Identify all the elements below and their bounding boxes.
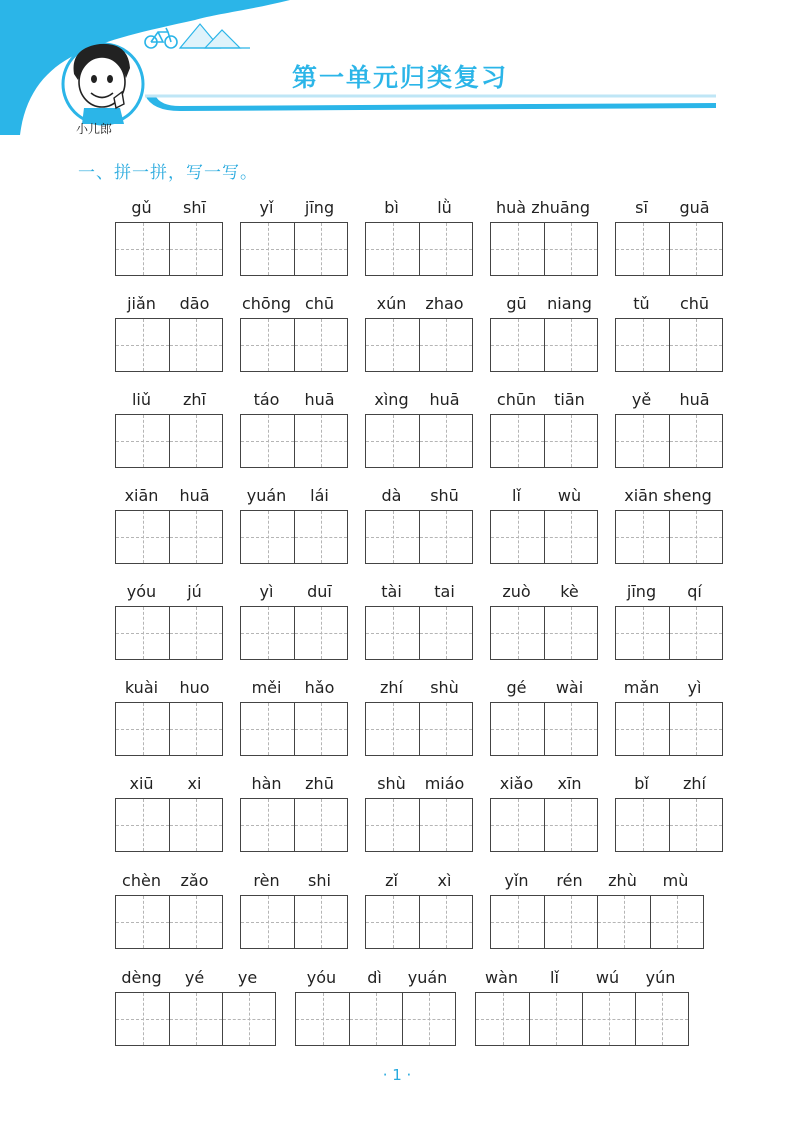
writing-cell[interactable] — [650, 896, 703, 948]
tianzige-box-group[interactable] — [240, 414, 348, 468]
writing-cell[interactable] — [294, 896, 347, 948]
pinyin-syllable: zhū — [305, 774, 334, 793]
pinyin-syllable: qí — [687, 582, 702, 601]
pinyin-syllable: chūn — [496, 390, 537, 409]
pinyin-syllable: huo — [179, 678, 210, 697]
writing-cell[interactable] — [366, 511, 419, 563]
writing-cell[interactable] — [116, 415, 169, 467]
writing-cell[interactable] — [544, 511, 597, 563]
writing-cell[interactable] — [669, 799, 722, 851]
pinyin-syllable: miáo — [424, 774, 465, 793]
pinyin-syllable: jīng — [626, 582, 657, 601]
pinyin-syllable: shi — [308, 871, 331, 890]
page-title: 第一单元归类复习 — [291, 63, 508, 92]
pinyin-syllable: huā — [429, 390, 460, 409]
pinyin-syllable: gé — [506, 678, 527, 697]
tianzige-box-group[interactable] — [365, 606, 473, 660]
writing-cell[interactable] — [635, 993, 688, 1045]
writing-cell[interactable] — [366, 415, 419, 467]
tianzige-box-group[interactable] — [615, 318, 723, 372]
pinyin-syllable: dì — [367, 968, 382, 987]
pinyin-syllable: jīng — [304, 198, 335, 217]
writing-cell[interactable] — [296, 993, 349, 1045]
tianzige-box-group[interactable] — [615, 798, 723, 852]
pinyin-syllable: huā — [179, 486, 210, 505]
pinyin-syllable: gǔ — [131, 198, 152, 217]
tianzige-box-group[interactable] — [240, 510, 348, 564]
writing-cell[interactable] — [419, 511, 472, 563]
tianzige-box-group[interactable] — [295, 992, 456, 1046]
writing-cell[interactable] — [241, 896, 294, 948]
pinyin-syllable: mǎn — [623, 678, 660, 697]
pinyin-syllable: sī — [635, 198, 648, 217]
brand-label: 小儿郎 — [76, 122, 113, 136]
writing-cell[interactable] — [366, 319, 419, 371]
pinyin-syllable: rèn — [253, 871, 280, 890]
pinyin-syllable: zǎo — [180, 871, 209, 890]
tianzige-box-group[interactable] — [115, 798, 223, 852]
pinyin-syllable: yǐn — [504, 871, 529, 890]
pinyin-syllable: xiān — [124, 486, 159, 505]
tianzige-box-group[interactable] — [115, 318, 223, 372]
pinyin-syllable: lǐ — [512, 486, 521, 505]
tianzige-box-group[interactable] — [115, 895, 223, 949]
tianzige-box-group[interactable] — [490, 606, 598, 660]
writing-cell[interactable] — [294, 511, 347, 563]
writing-cell[interactable] — [419, 799, 472, 851]
pinyin-syllable: xì — [437, 871, 452, 890]
tianzige-box-group[interactable] — [490, 318, 598, 372]
pinyin-syllable: zuò — [502, 582, 531, 601]
writing-cell[interactable] — [669, 223, 722, 275]
pinyin-syllable: liǔ — [131, 390, 152, 409]
pinyin-syllable: bǐ — [634, 774, 649, 793]
writing-cell[interactable] — [366, 703, 419, 755]
writing-cell[interactable] — [294, 319, 347, 371]
writing-cell[interactable] — [169, 511, 222, 563]
pinyin-syllable: xún — [376, 294, 407, 313]
pinyin-syllable: zhī — [183, 390, 206, 409]
writing-cell[interactable] — [669, 319, 722, 371]
writing-cell[interactable] — [169, 223, 222, 275]
writing-cell[interactable] — [476, 993, 529, 1045]
tianzige-box-group[interactable] — [490, 222, 598, 276]
tianzige-box-group[interactable] — [240, 606, 348, 660]
writing-cell[interactable] — [544, 319, 597, 371]
pinyin-syllable: xiū — [129, 774, 154, 793]
tianzige-box-group[interactable] — [115, 222, 223, 276]
writing-cell[interactable] — [294, 223, 347, 275]
writing-cell[interactable] — [419, 223, 472, 275]
writing-cell[interactable] — [419, 896, 472, 948]
pinyin-syllable: kè — [560, 582, 579, 601]
tianzige-box-group[interactable] — [475, 992, 689, 1046]
pinyin-syllable: měi — [251, 678, 282, 697]
pinyin-syllable: wàn — [484, 968, 519, 987]
writing-cell[interactable] — [241, 607, 294, 659]
writing-cell[interactable] — [169, 319, 222, 371]
pinyin-syllable: shù — [430, 678, 459, 697]
tianzige-box-group[interactable] — [240, 895, 348, 949]
writing-cell[interactable] — [116, 703, 169, 755]
page-number: · 1 · — [382, 1066, 412, 1084]
writing-cell[interactable] — [544, 223, 597, 275]
pinyin-syllable: yuán — [246, 486, 287, 505]
writing-cell[interactable] — [402, 993, 455, 1045]
writing-cell[interactable] — [491, 511, 544, 563]
writing-cell[interactable] — [529, 993, 582, 1045]
pinyin-syllable: zhù — [608, 871, 637, 890]
writing-cell[interactable] — [169, 799, 222, 851]
writing-cell[interactable] — [116, 319, 169, 371]
writing-cell[interactable] — [169, 993, 222, 1045]
writing-cell[interactable] — [616, 511, 669, 563]
pinyin-syllable: tai — [434, 582, 455, 601]
pinyin-syllable: duī — [307, 582, 332, 601]
writing-cell[interactable] — [616, 607, 669, 659]
writing-cell[interactable] — [241, 223, 294, 275]
tianzige-box-group[interactable] — [115, 414, 223, 468]
pinyin-syllable: jú — [187, 582, 202, 601]
tianzige-box-group[interactable] — [490, 895, 704, 949]
writing-cell[interactable] — [669, 415, 722, 467]
pinyin-syllable: yì — [259, 582, 274, 601]
pinyin-syllable: tài — [381, 582, 402, 601]
pinyin-syllable: dà — [381, 486, 402, 505]
writing-cell[interactable] — [616, 415, 669, 467]
pinyin-syllable: tiān — [554, 390, 585, 409]
pinyin-syllable: xīn — [557, 774, 582, 793]
writing-cell[interactable] — [491, 607, 544, 659]
pinyin-syllable: yóu — [126, 582, 157, 601]
pinyin-syllable: yě — [631, 390, 652, 409]
pinyin-syllable: chū — [679, 294, 710, 313]
tianzige-box-group[interactable] — [115, 606, 223, 660]
writing-cell[interactable] — [169, 415, 222, 467]
writing-cell[interactable] — [294, 415, 347, 467]
pinyin-syllable: huā — [679, 390, 710, 409]
writing-cell[interactable] — [669, 703, 722, 755]
writing-cell[interactable] — [169, 607, 222, 659]
writing-cell[interactable] — [241, 799, 294, 851]
tianzige-box-group[interactable] — [615, 222, 723, 276]
pinyin-syllable: kuài — [124, 678, 159, 697]
writing-cell[interactable] — [222, 993, 275, 1045]
tianzige-box-group[interactable] — [490, 798, 598, 852]
tianzige-box-group[interactable] — [615, 606, 723, 660]
pinyin-syllable: zhí — [683, 774, 706, 793]
writing-cell[interactable] — [241, 415, 294, 467]
writing-cell[interactable] — [616, 799, 669, 851]
writing-cell[interactable] — [241, 319, 294, 371]
tianzige-box-group[interactable] — [365, 318, 473, 372]
writing-cell[interactable] — [544, 703, 597, 755]
pinyin-syllable: lǐ — [550, 968, 559, 987]
tianzige-box-group[interactable] — [115, 510, 223, 564]
writing-cell[interactable] — [294, 703, 347, 755]
writing-cell[interactable] — [491, 703, 544, 755]
writing-cell[interactable] — [116, 511, 169, 563]
pinyin-syllable: zǐ — [385, 871, 398, 890]
writing-cell[interactable] — [419, 319, 472, 371]
tianzige-box-group[interactable] — [365, 222, 473, 276]
writing-cell[interactable] — [366, 799, 419, 851]
writing-cell[interactable] — [491, 415, 544, 467]
writing-cell[interactable] — [366, 896, 419, 948]
writing-cell[interactable] — [582, 993, 635, 1045]
writing-cell[interactable] — [366, 607, 419, 659]
tianzige-box-group[interactable] — [615, 510, 723, 564]
pinyin-syllable: huā — [304, 390, 335, 409]
pinyin-syllable: gū — [506, 294, 527, 313]
writing-cell[interactable] — [241, 511, 294, 563]
tianzige-box-group[interactable] — [365, 702, 473, 756]
writing-cell[interactable] — [491, 799, 544, 851]
pinyin-syllable: guā — [679, 198, 710, 217]
writing-cell[interactable] — [169, 703, 222, 755]
tianzige-box-group[interactable] — [615, 414, 723, 468]
writing-cell[interactable] — [491, 319, 544, 371]
pinyin-syllable: huà zhuāng — [496, 198, 590, 217]
pinyin-syllable: niang — [547, 294, 592, 313]
tianzige-box-group[interactable] — [115, 702, 223, 756]
pinyin-syllable: xiǎo — [499, 774, 534, 793]
pinyin-syllable: bì — [384, 198, 399, 217]
pinyin-syllable: xìng — [374, 390, 409, 409]
tianzige-box-group[interactable] — [240, 702, 348, 756]
writing-cell[interactable] — [669, 511, 722, 563]
tianzige-box-group[interactable] — [365, 798, 473, 852]
writing-cell[interactable] — [419, 607, 472, 659]
pinyin-syllable: hǎo — [304, 678, 335, 697]
pinyin-syllable: shī — [183, 198, 206, 217]
pinyin-syllable: yì — [687, 678, 702, 697]
writing-cell[interactable] — [116, 607, 169, 659]
pinyin-syllable: yún — [645, 968, 676, 987]
pinyin-syllable: yóu — [306, 968, 337, 987]
tianzige-box-group[interactable] — [490, 510, 598, 564]
writing-cell[interactable] — [544, 607, 597, 659]
tianzige-box-group[interactable] — [240, 318, 348, 372]
tianzige-box-group[interactable] — [490, 414, 598, 468]
tianzige-box-group[interactable] — [615, 702, 723, 756]
tianzige-box-group[interactable] — [365, 414, 473, 468]
pinyin-syllable: yǐ — [259, 198, 274, 217]
pinyin-syllable: dāo — [179, 294, 210, 313]
writing-cell[interactable] — [116, 799, 169, 851]
writing-cell[interactable] — [116, 896, 169, 948]
pinyin-syllable: zhao — [425, 294, 464, 313]
writing-cell[interactable] — [366, 223, 419, 275]
pinyin-syllable: zhí — [380, 678, 403, 697]
writing-cell[interactable] — [544, 415, 597, 467]
writing-cell[interactable] — [597, 896, 650, 948]
writing-cell[interactable] — [544, 896, 597, 948]
section-title: 一、拼一拼，写一写。 — [78, 163, 258, 183]
pinyin-syllable: shù — [377, 774, 406, 793]
pinyin-syllable: mù — [662, 871, 689, 890]
pinyin-syllable: chū — [304, 294, 335, 313]
pinyin-syllable: yé — [184, 968, 205, 987]
tianzige-box-group[interactable] — [240, 798, 348, 852]
writing-cell[interactable] — [544, 799, 597, 851]
pinyin-syllable: wù — [557, 486, 582, 505]
pinyin-syllable: yuán — [407, 968, 448, 987]
pinyin-syllable: shū — [430, 486, 459, 505]
pinyin-syllable: xiān sheng — [624, 486, 712, 505]
writing-cell[interactable] — [116, 223, 169, 275]
writing-cell[interactable] — [616, 319, 669, 371]
writing-cell[interactable] — [169, 896, 222, 948]
writing-cell[interactable] — [669, 607, 722, 659]
writing-cell[interactable] — [294, 799, 347, 851]
tianzige-box-group[interactable] — [365, 510, 473, 564]
pinyin-syllable: lái — [310, 486, 329, 505]
writing-cell[interactable] — [491, 896, 544, 948]
pinyin-syllable: chèn — [122, 871, 161, 890]
pinyin-syllable: dèng — [121, 968, 162, 987]
pinyin-syllable: jiǎn — [127, 294, 156, 313]
writing-cell[interactable] — [419, 703, 472, 755]
pinyin-syllable: rén — [556, 871, 583, 890]
writing-cell[interactable] — [294, 607, 347, 659]
tianzige-box-group[interactable] — [115, 992, 276, 1046]
pinyin-syllable: wài — [555, 678, 584, 697]
writing-cell[interactable] — [616, 703, 669, 755]
pinyin-syllable: chōng — [241, 294, 292, 313]
pinyin-syllable: hàn — [251, 774, 282, 793]
writing-cell[interactable] — [241, 703, 294, 755]
pinyin-syllable: táo — [253, 390, 280, 409]
pinyin-syllable: ye — [237, 968, 258, 987]
pinyin-syllable: lǜ — [437, 198, 452, 217]
pinyin-syllable: wú — [595, 968, 620, 987]
pinyin-syllable: tǔ — [633, 294, 650, 313]
writing-cell[interactable] — [616, 223, 669, 275]
tianzige-box-group[interactable] — [490, 702, 598, 756]
writing-cell[interactable] — [419, 415, 472, 467]
writing-cell[interactable] — [349, 993, 402, 1045]
writing-cell[interactable] — [116, 993, 169, 1045]
tianzige-box-group[interactable] — [240, 222, 348, 276]
writing-cell[interactable] — [491, 223, 544, 275]
tianzige-box-group[interactable] — [365, 895, 473, 949]
pinyin-syllable: xi — [187, 774, 202, 793]
